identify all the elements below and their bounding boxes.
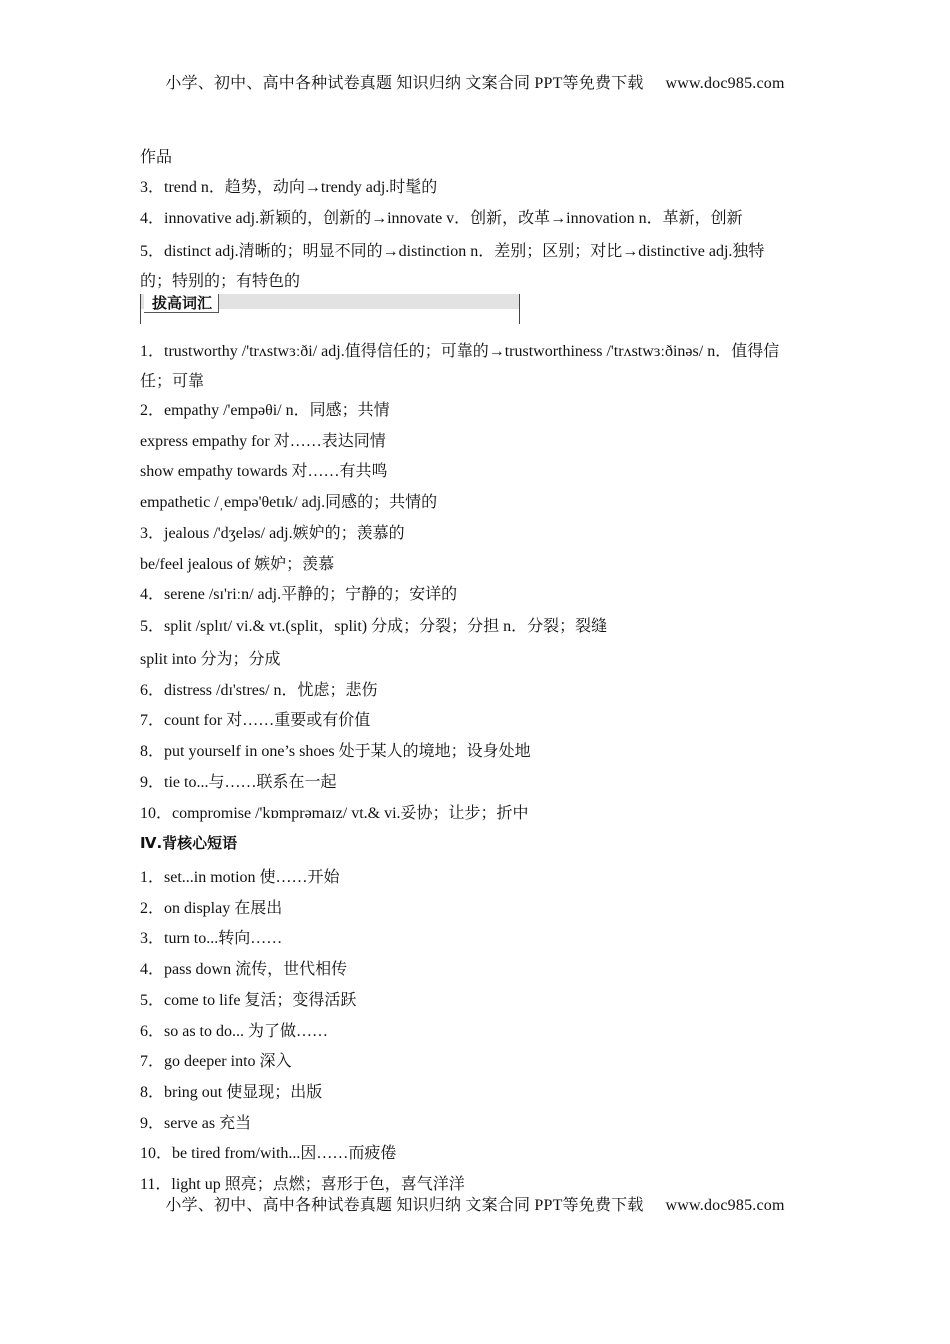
vocab-line: 8．put yourself in one’s shoes 处于某人的境地；设身处地 — [140, 743, 531, 760]
vocab-line: show empathy towards 对……有共鸣 — [140, 463, 388, 480]
vocab-line: 7．count for 对……重要或有价值 — [140, 712, 371, 729]
page-footer — [0, 1192, 950, 1215]
body-line: 3．trend n．趋势，动向→trendy adj.时髦的 — [140, 179, 438, 196]
footer-text: 小学、初中、高中各种试卷真题 知识归纳 文案合同 PPT等免费下载 — [165, 1197, 644, 1214]
vocab-line: 1．trustworthy /'trʌstwɜːði/ adj.值得信任的；可靠的→trustworthiness /'trʌstwɜːðinəs/ n．值得信 — [140, 343, 780, 360]
phrase-line: 4．pass down 流传，世代相传 — [140, 961, 348, 978]
vocab-line: 9．tie to...与……联系在一起 — [140, 774, 337, 791]
vocab-line: 3．jealous /'dʒeləs/ adj.嫉妒的；羡慕的 — [140, 525, 405, 542]
vocab-line: 6．distress /dɪ'stres/ n．忧虑；悲伤 — [140, 682, 378, 699]
phrase-line: 6．so as to do... 为了做…… — [140, 1023, 329, 1040]
page-header — [0, 70, 950, 93]
vocab-line: 5．split /splɪt/ vi.& vt.(split，split) 分成；分裂；分担 n．分裂；裂缝 — [140, 618, 608, 635]
body-line: 作品 — [140, 149, 173, 166]
footer-url: www.doc985.com — [665, 1197, 785, 1214]
vocab-line: 4．serene /sɪ'riːn/ adj.平静的；宁静的；安详的 — [140, 586, 458, 603]
vocab-line: be/feel jealous of 嫉妒；羡慕 — [140, 556, 335, 573]
phrase-line: 5．come to life 复活；变得活跃 — [140, 992, 357, 1009]
vocab-line: empathetic /ˌempə'θetɪk/ adj.同感的；共情的 — [140, 494, 438, 511]
header-url: www.doc985.com — [665, 75, 785, 92]
phrase-line: 7．go deeper into 深入 — [140, 1053, 292, 1070]
phrase-line: 10．be tired from/with...因……而疲倦 — [140, 1145, 397, 1162]
phrase-line: 11．light up 照亮；点燃；喜形于色，喜气洋洋 — [140, 1176, 465, 1193]
phrase-line: 8．bring out 使显现；出版 — [140, 1084, 323, 1101]
phrase-line: 9．serve as 充当 — [140, 1115, 252, 1132]
vocab-line: split into 分为；分成 — [140, 651, 281, 668]
section-title: 拔高词汇 — [144, 294, 219, 313]
phrase-line: 2．on display 在展出 — [140, 900, 283, 917]
body-line: 4．innovative adj.新颖的，创新的→innovate v．创新，改革→innovation n．革新，创新 — [140, 210, 743, 227]
vocab-line: express empathy for 对……表达同情 — [140, 433, 386, 450]
vocab-line: 任；可靠 — [140, 373, 205, 390]
body-line: 的；特别的；有特色的 — [140, 273, 301, 290]
phrase-line: 3．turn to...转向…… — [140, 930, 283, 947]
phrase-line: 1．set...in motion 使……开始 — [140, 869, 340, 886]
section-right-rule — [519, 294, 520, 324]
vocab-line: 2．empathy /'empəθi/ n．同感；共情 — [140, 402, 390, 419]
vocab-line: 10．compromise /'kɒmprəmaɪz/ vt.& vi.妥协；让步；折中 — [140, 805, 529, 822]
section-left-rule — [140, 294, 141, 324]
phrases-heading: Ⅳ.背核心短语 — [140, 834, 238, 852]
header-text: 小学、初中、高中各种试卷真题 知识归纳 文案合同 PPT等免费下载 — [165, 75, 644, 92]
section-title-bar — [140, 294, 520, 324]
body-line: 5．distinct adj.清晰的；明显不同的→distinction n．差别；区别；对比→distinctive adj.独特 — [140, 243, 765, 260]
